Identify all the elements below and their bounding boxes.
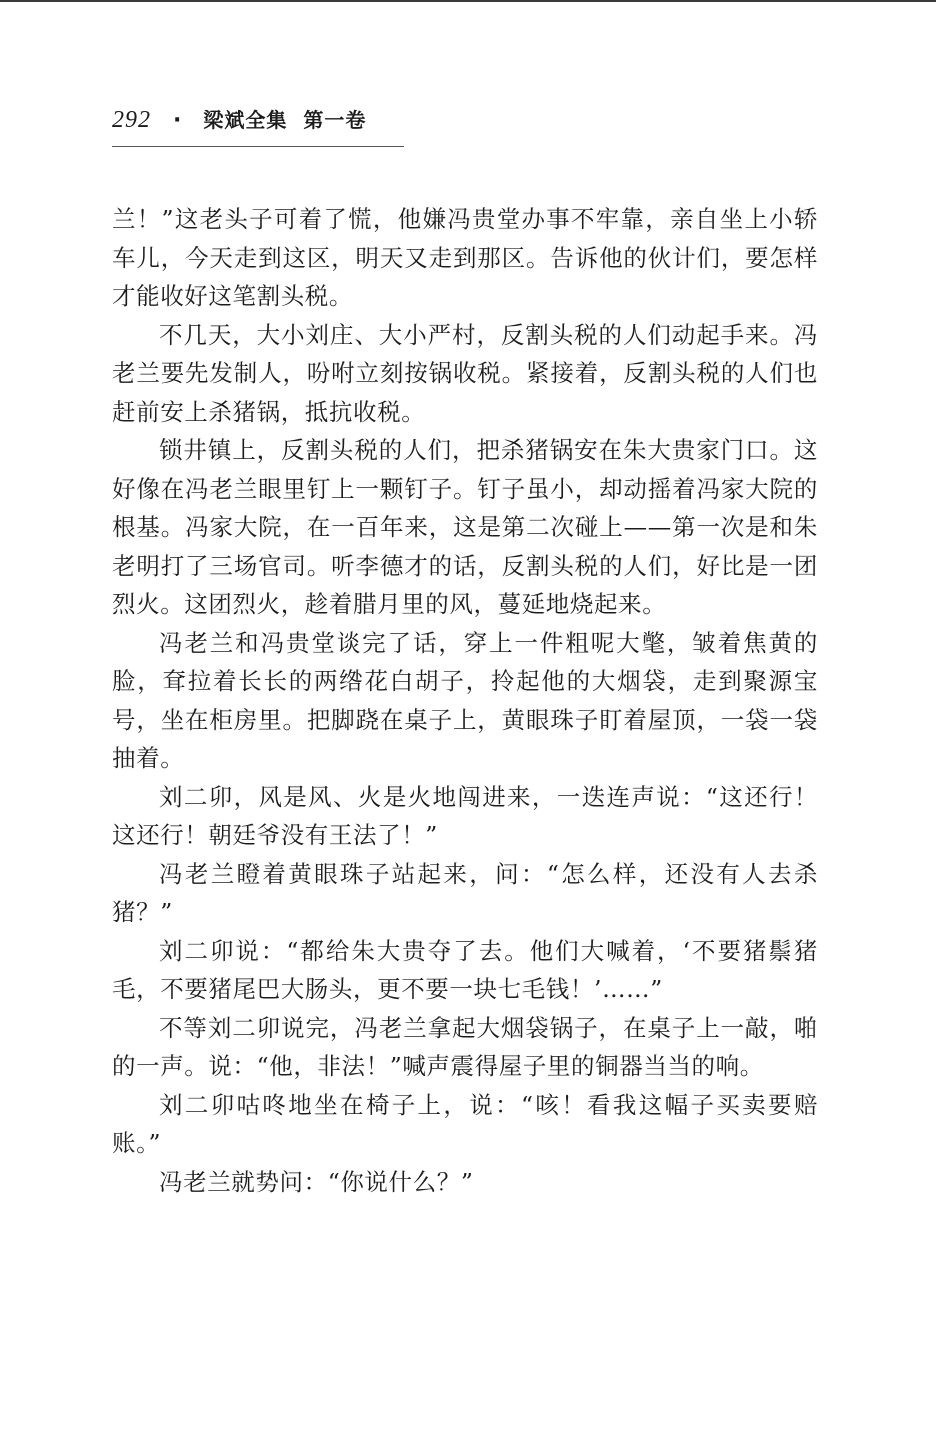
paragraph: 不等刘二卯说完，冯老兰拿起大烟袋锅子，在桌子上一敲，啪的一声。说：“他，非法！”喊声震得屋子里的铜器当当的响。 bbox=[112, 1013, 818, 1080]
paragraph: 刘二卯，风是风、火是火地闯进来，一迭连声说：“这还行！这还行！朝廷爷没有王法了！” bbox=[112, 782, 818, 849]
paragraph: 刘二卯咕咚地坐在椅子上，说：“咳！看我这幅子买卖要赔账。” bbox=[112, 1090, 818, 1157]
paragraph: 兰！”这老头子可着了慌，他嫌冯贵堂办事不牢靠，亲自坐上小轿车儿，今天走到这区，明天又走到那区。告诉他的伙计们，要怎样才能收好这笔割头税。 bbox=[112, 205, 818, 310]
book-title: 梁斌全集 bbox=[203, 108, 288, 132]
volume-label: 第一卷 bbox=[303, 108, 367, 132]
running-head bbox=[112, 104, 366, 138]
header-rule bbox=[112, 146, 404, 147]
body-text bbox=[112, 200, 818, 1201]
page-number: 292 bbox=[112, 107, 151, 133]
paragraph: 冯老兰瞪着黄眼珠子站起来，问：“怎么样，还没有人去杀猪？” bbox=[112, 859, 818, 926]
paragraph: 刘二卯说：“都给朱大贵夺了去。他们大喊着，‘不要猪鬃猪毛，不要猪尾巴大肠头，更不要一块七毛钱！’……” bbox=[112, 936, 818, 1003]
paragraph: 不几天，大小刘庄、大小严村，反割头税的人们动起手来。冯老兰要先发制人，吩咐立刻按锅收税。紧接着，反割头税的人们也赶前安上杀猪锅，抵抗收税。 bbox=[112, 320, 818, 426]
page-top-edge bbox=[0, 0, 936, 2]
header-separator: · bbox=[173, 108, 182, 133]
paragraph: 锁井镇上，反割头税的人们，把杀猪锅安在朱大贵家门口。这好像在冯老兰眼里钉上一颗钉子。钉子虽小，却动摇着冯家大院的根基。冯家大院，在一百年来，这是第二次碰上——第一次是和朱老明打了三场官司。听李德才的话，反割头税的人们，好比是一团烈火。这团烈火，趁着腊月里的风，蔓延地烧起来。 bbox=[112, 436, 818, 618]
paragraph: 冯老兰和冯贵堂谈完了话，穿上一件粗呢大氅，皱着焦黄的脸，耷拉着长长的两绺花白胡子，拎起他的大烟袋，走到聚源宝号，坐在柜房里。把脚跷在桌子上，黄眼珠子盯着屋顶，一袋一袋抽着。 bbox=[112, 628, 818, 772]
paragraph: 冯老兰就势问：“你说什么？” bbox=[159, 1167, 474, 1196]
